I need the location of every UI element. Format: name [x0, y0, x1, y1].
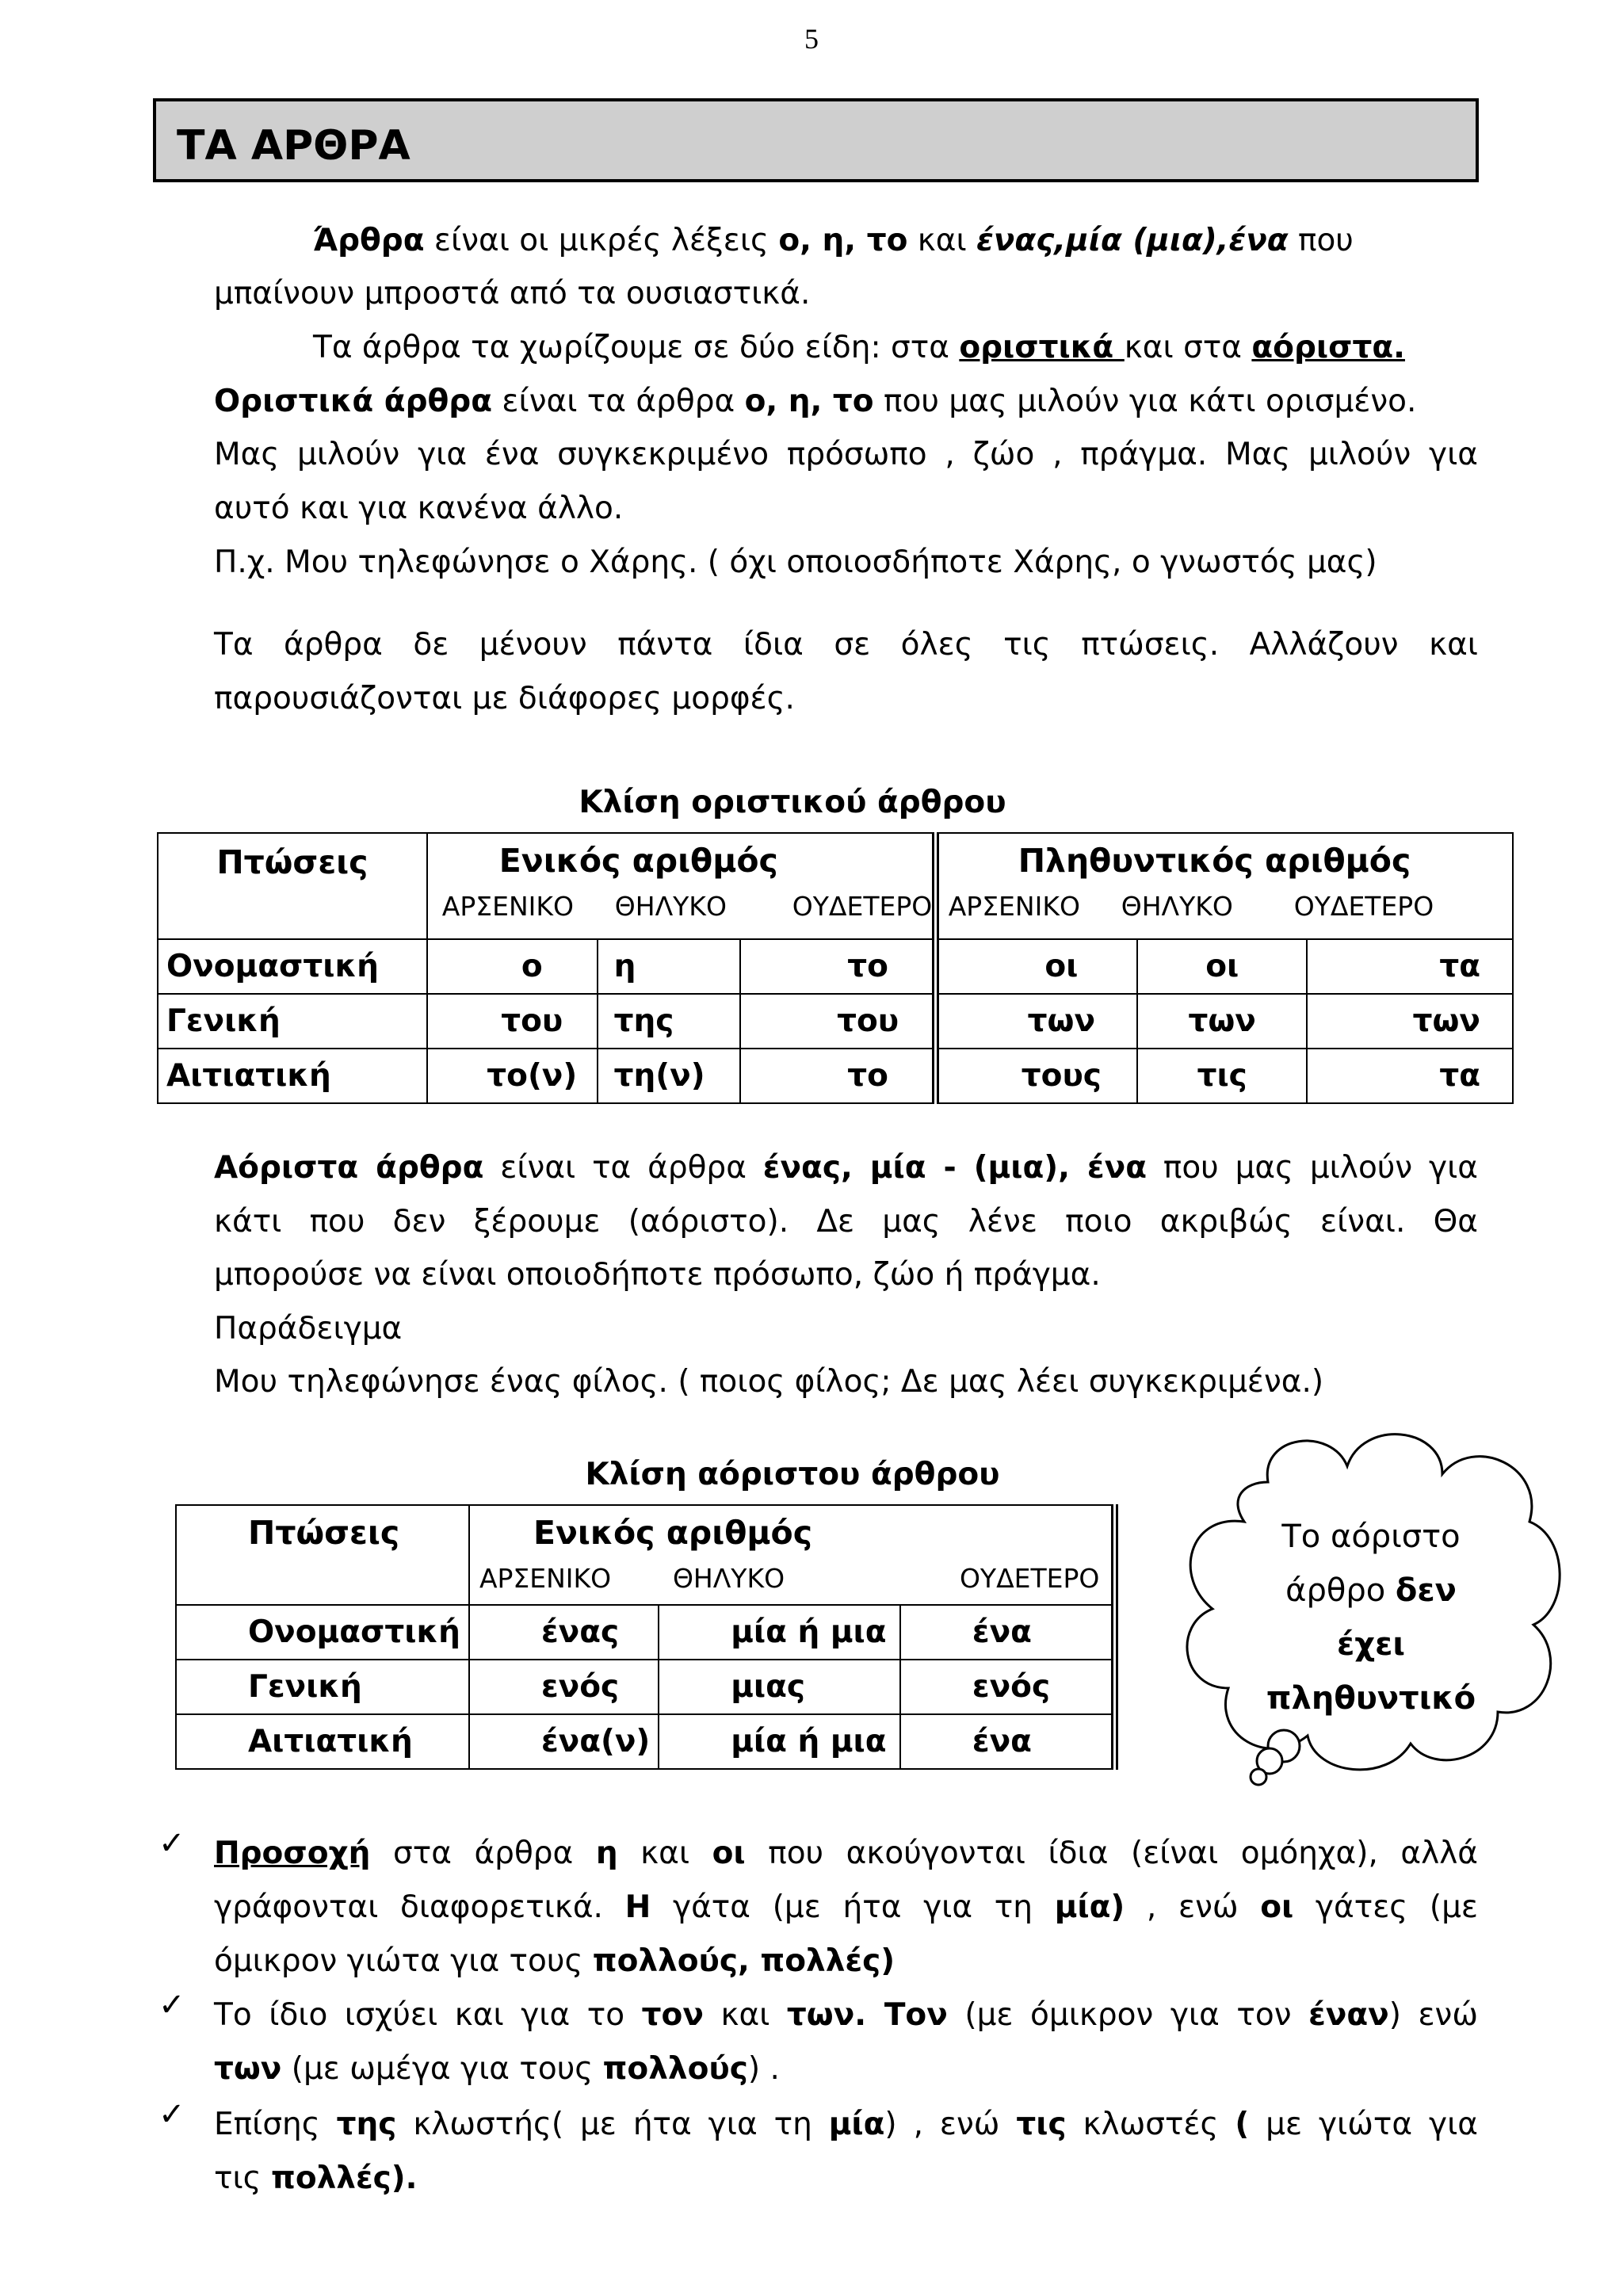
- table-cell: μία ή μια: [659, 1714, 900, 1769]
- table-header-row: [176, 1505, 1115, 1605]
- table-cell: ο: [427, 939, 598, 994]
- indef-line-5: Μου τηλεφώνησε ένας φίλος. ( ποιος φίλος; Δε μας λέει συγκεκριμένα.): [214, 1364, 1324, 1400]
- table-cell: ένα: [900, 1605, 1115, 1660]
- case-label: Γενική: [158, 994, 427, 1049]
- note-3-line-1: Επίσης της κλωστής( με ήτα για τη μία) , ενώ τις κλωστές ( με γιώτα για: [214, 2107, 1479, 2142]
- page-title: ΤΑ ΑΡΘΡΑ: [177, 122, 411, 170]
- table-cell: τη(ν): [598, 1049, 740, 1103]
- definite-table-caption: Κλίση οριστικού άρθρου: [579, 785, 1006, 820]
- intro-line-5: Μας μιλούν για ένα συγκεκριμένο πρόσωπο , ζώο , πράγμα. Μας μιλούν για: [214, 437, 1478, 472]
- page-number: 5: [804, 23, 819, 55]
- indef-line-2: κάτι που δεν ξέρουμε (αόριστο). Δε μας λένε ποιο ακριβώς είναι. Θα: [214, 1204, 1478, 1240]
- case-label: Ονομαστική: [176, 1605, 469, 1660]
- table-cell: το: [740, 1049, 936, 1103]
- table-cell: των: [1137, 994, 1308, 1049]
- note-1-line-3: όμικρον γιώτα για τους πολλούς, πολλές): [214, 1943, 896, 1979]
- case-label: Αιτιατική: [176, 1714, 469, 1769]
- table-cell: της: [598, 994, 740, 1049]
- intro-line-3: Τα άρθρα τα χωρίζουμε σε δύο είδη: στα οριστικά και στα αόριστα.: [313, 330, 1405, 365]
- title-banner: [153, 98, 1479, 182]
- table-cell: τα: [1307, 1049, 1513, 1103]
- table-cell: ενός: [900, 1660, 1115, 1714]
- note-1-line-2: γράφονται διαφορετικά. Η γάτα (με ήτα για τη μία) , ενώ οι γάτες (με: [214, 1889, 1478, 1925]
- table-cell: του: [740, 994, 936, 1049]
- note-2-line-1: Το ίδιο ισχύει και για το τον και των. Τον (με όμικρον για τον έναν) ενώ: [214, 1997, 1479, 2033]
- note-2-line-2: των (με ωμέγα για τους πολλούς) .: [214, 2051, 780, 2087]
- table-cell: το(ν): [427, 1049, 598, 1103]
- intro-line-9: παρουσιάζονται με διάφορες μορφές.: [214, 681, 795, 716]
- table-row: [158, 994, 1513, 1049]
- table-row: [158, 939, 1513, 994]
- table-row: [158, 1049, 1513, 1103]
- case-label: Γενική: [176, 1660, 469, 1714]
- table-cell: μιας: [659, 1660, 900, 1714]
- intro-line-6: αυτό και για κανένα άλλο.: [214, 491, 624, 526]
- table-cell: ενός: [469, 1660, 659, 1714]
- table-row: [176, 1714, 1115, 1769]
- table-cell: ένα: [900, 1714, 1115, 1769]
- table-cell: η: [598, 939, 740, 994]
- table-header-row: [158, 833, 1513, 939]
- cases-header: Πτώσεις: [158, 833, 427, 939]
- case-label: Αιτιατική: [158, 1049, 427, 1103]
- singular-header: Ενικός αριθμός ΑΡΣΕΝΙΚΟ ΘΗΛΥΚΟ ΟΥΔΕΤΕΡΟ: [427, 833, 935, 939]
- table-cell: ένα(ν): [469, 1714, 659, 1769]
- plural-header: Πληθυντικός αριθμός ΑΡΣΕΝΙΚΟ ΘΗΛΥΚΟ ΟΥΔΕΤΕΡΟ: [935, 833, 1513, 939]
- singular-header: Ενικός αριθμός ΑΡΣΕΝΙΚΟ ΘΗΛΥΚΟ ΟΥΔΕΤΕΡΟ: [469, 1505, 1115, 1605]
- table-row: [176, 1660, 1115, 1714]
- table-cell: μία ή μια: [659, 1605, 900, 1660]
- table-cell: του: [427, 994, 598, 1049]
- definite-article-table: [157, 832, 1514, 1104]
- indefinite-article-table: [175, 1504, 1118, 1770]
- checkmark-icon: ✓: [158, 2096, 185, 2133]
- case-label: Ονομαστική: [158, 939, 427, 994]
- intro-line-4: Οριστικά άρθρα είναι τα άρθρα ο, η, το που μας μιλούν για κάτι ορισμένο.: [214, 384, 1417, 419]
- cloud-text: Το αόριστο άρθρο δεν έχει πληθυντικό: [1266, 1519, 1476, 1717]
- indef-line-4: Παράδειγμα: [214, 1311, 403, 1347]
- intro-line-8: Τα άρθρα δε μένουν πάντα ίδια σε όλες τις πτώσεις. Αλλάζουν και: [214, 627, 1478, 663]
- table-cell: ένας: [469, 1605, 659, 1660]
- indefinite-table-caption: Κλίση αόριστου άρθρου: [585, 1457, 1000, 1492]
- table-cell: το: [740, 939, 936, 994]
- cases-header: Πτώσεις: [176, 1505, 469, 1605]
- checkmark-icon: ✓: [158, 1987, 185, 2023]
- table-row: [176, 1605, 1115, 1660]
- checkmark-icon: ✓: [158, 1825, 185, 1862]
- note-1-line-1: Προσοχή στα άρθρα η και οι που ακούγονται ίδια (είναι ομόηχα), αλλά: [214, 1836, 1479, 1871]
- note-3-line-2: τις πολλές).: [214, 2160, 418, 2196]
- table-cell: τις: [1137, 1049, 1308, 1103]
- table-cell: οι: [935, 939, 1137, 994]
- indef-line-3: μπορούσε να είναι οποιοδήποτε πρόσωπο, ζώο ή πράγμα.: [214, 1257, 1101, 1293]
- table-cell: οι: [1137, 939, 1308, 994]
- intro-line-7: Π.χ. Μου τηλεφώνησε ο Χάρης. ( όχι οποιοσδήποτε Χάρης, ο γνωστός μας): [214, 544, 1377, 580]
- table-cell: των: [935, 994, 1137, 1049]
- intro-line-1: Άρθρα είναι οι μικρές λέξεις ο, η, το και ένας,μία (μια),ένα που: [313, 223, 1354, 258]
- table-cell: τους: [935, 1049, 1137, 1103]
- table-cell: των: [1307, 994, 1513, 1049]
- table-cell: τα: [1307, 939, 1513, 994]
- indef-line-1: Αόριστα άρθρα είναι τα άρθρα ένας, μία - (μια), ένα που μας μιλούν για: [214, 1150, 1478, 1186]
- intro-line-2: μπαίνουν μπροστά από τα ουσιαστικά.: [214, 276, 811, 311]
